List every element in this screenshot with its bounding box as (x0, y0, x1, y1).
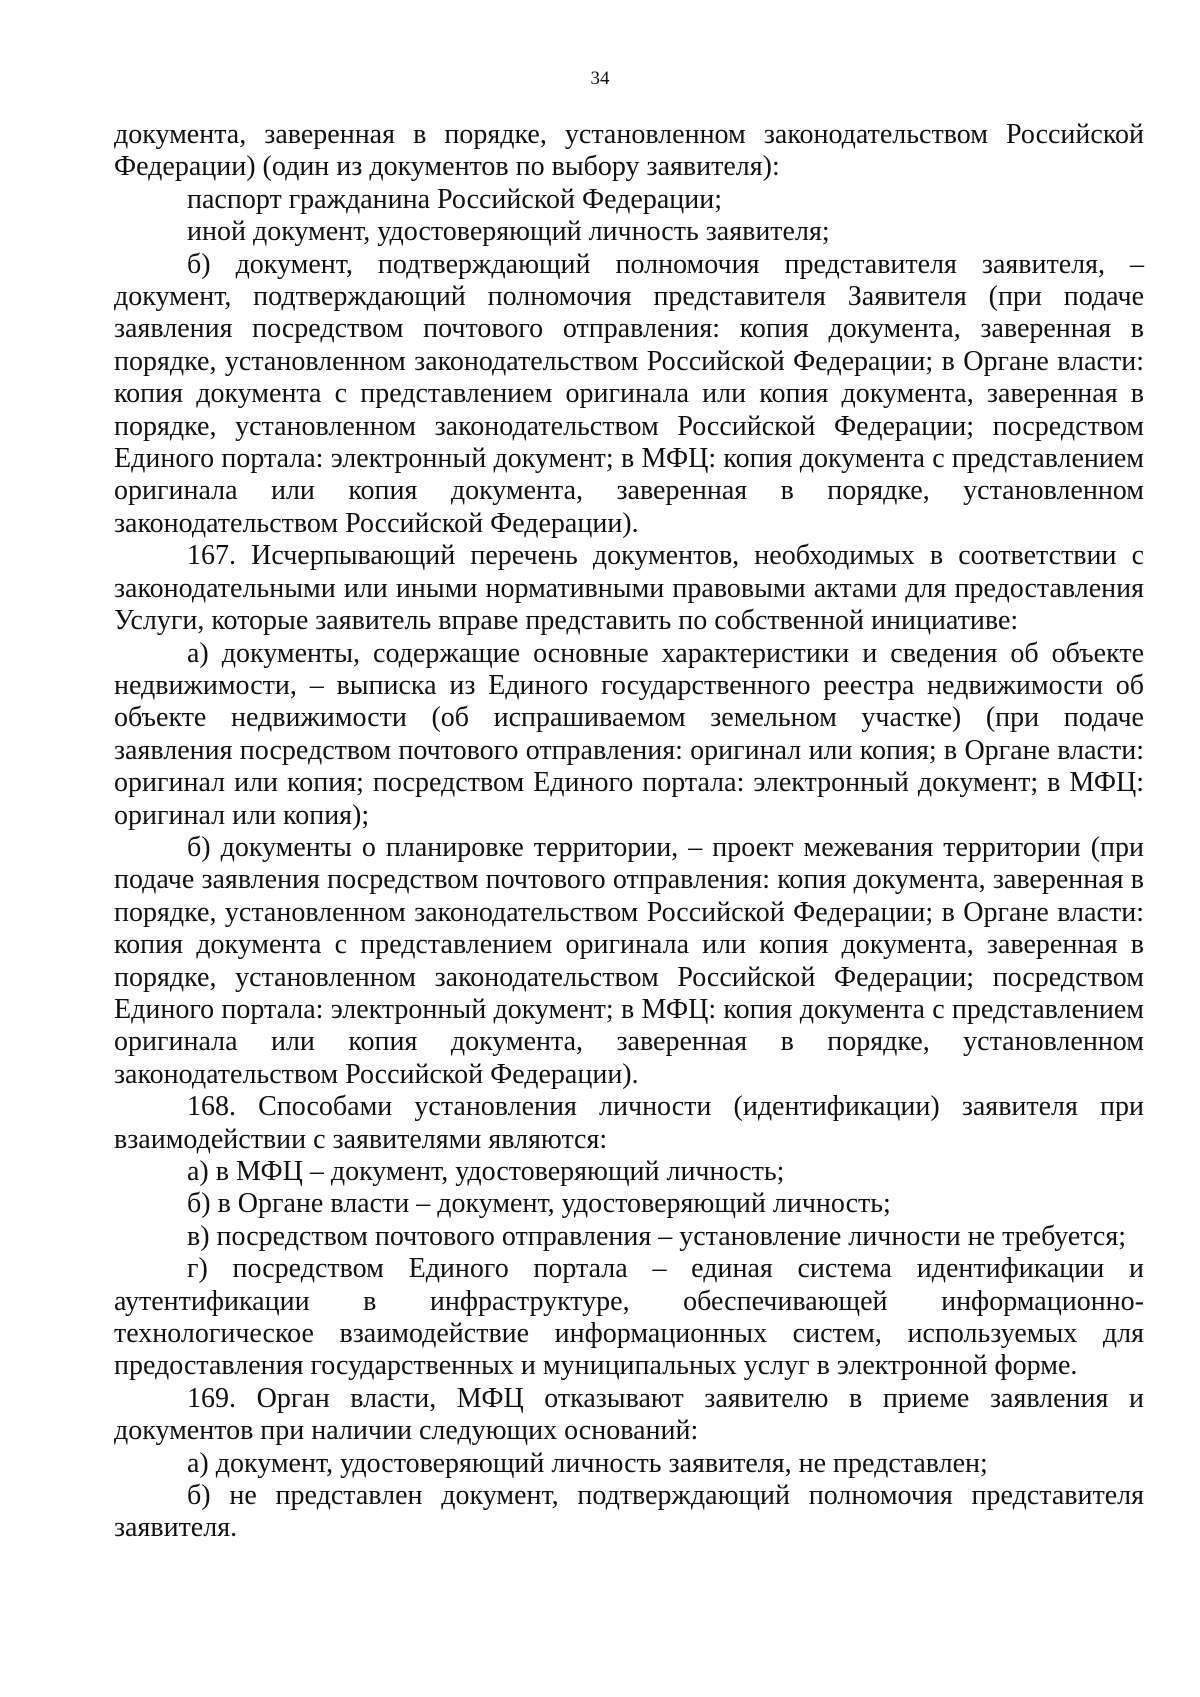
paragraph: а) документы, содержащие основные характеристики и сведения об объекте недвижимости, – выписка из Единого государственного реестра недвижимости об объекте недвижимости (об испрашиваемом земельном участке) (при подаче заявления посредством почтового отправления: оригинал или копия; в Органе власти: оригинал или копия; посредством Единого портала: электронный документ; в МФЦ: оригинал или копия); (114, 637, 1144, 831)
paragraph: б) документы о планировке территории, – проект межевания территории (при подаче заявления посредством почтового отправления: копия документа, заверенная в порядке, установленном законодательством Российской Федерации; в Органе власти: копия документа с представлением оригинала или копия документа, заверенная в порядке, установленном законодательством Российской Федерации; посредством Единого портала: электронный документ; в МФЦ: копия документа с представлением оригинала или копия документа, заверенная в порядке, установленном законодательством Российской Федерации). (114, 831, 1144, 1090)
paragraph: 168. Способами установления личности (идентификации) заявителя при взаимодействии с заявителями являются: (114, 1091, 1144, 1155)
paragraph: документа, заверенная в порядке, установленном законодательством Российской Федерации) (один из документов по выбору заявителя): (114, 119, 1144, 183)
paragraph: а) документ, удостоверяющий личность заявителя, не представлен; (187, 1447, 988, 1479)
paragraph: 167. Исчерпывающий перечень документов, необходимых в соответствии с законодательными или иными нормативными правовыми актами для предоставления Услуги, которые заявитель вправе представить по собственной инициативе: (114, 540, 1144, 637)
paragraph: 169. Орган власти, МФЦ отказывают заявителю в приеме заявления и документов при наличии следующих оснований: (114, 1382, 1144, 1447)
paragraph: иной документ, удостоверяющий личность заявителя; (187, 216, 830, 248)
paragraph: б) в Органе власти – документ, удостоверяющий личность; (187, 1188, 891, 1220)
page-number: 34 (590, 68, 610, 89)
paragraph: б) документ, подтверждающий полномочия представителя заявителя, – документ, подтверждающий полномочия представителя Заявителя (при подаче заявления посредством почтового отправления: копия документа, заверенная в порядке, установленном законодательством Российской Федерации; в Органе власти: копия документа с представлением оригинала или копия документа, заверенная в порядке, установленном законодательством Российской Федерации; посредством Единого портала: электронный документ; в МФЦ: копия документа с представлением оригинала или копия документа, заверенная в порядке, установленном законодательством Российской Федерации). (114, 248, 1144, 539)
document-body (114, 119, 1144, 1545)
paragraph: г) посредством Единого портала – единая система идентификации и аутентификации в инфраструктуре, обеспечивающей информационно-технологическое взаимодействие информационных систем, используемых для предоставления государственных и муниципальных услуг в электронной форме. (114, 1253, 1144, 1382)
paragraph: паспорт гражданина Российской Федерации; (187, 183, 723, 215)
paragraph: б) не представлен документ, подтверждающий полномочия представителя заявителя. (114, 1480, 1144, 1544)
paragraph: а) в МФЦ – документ, удостоверяющий личность; (187, 1156, 785, 1187)
paragraph: в) посредством почтового отправления – установление личности не требуется; (187, 1220, 1126, 1252)
